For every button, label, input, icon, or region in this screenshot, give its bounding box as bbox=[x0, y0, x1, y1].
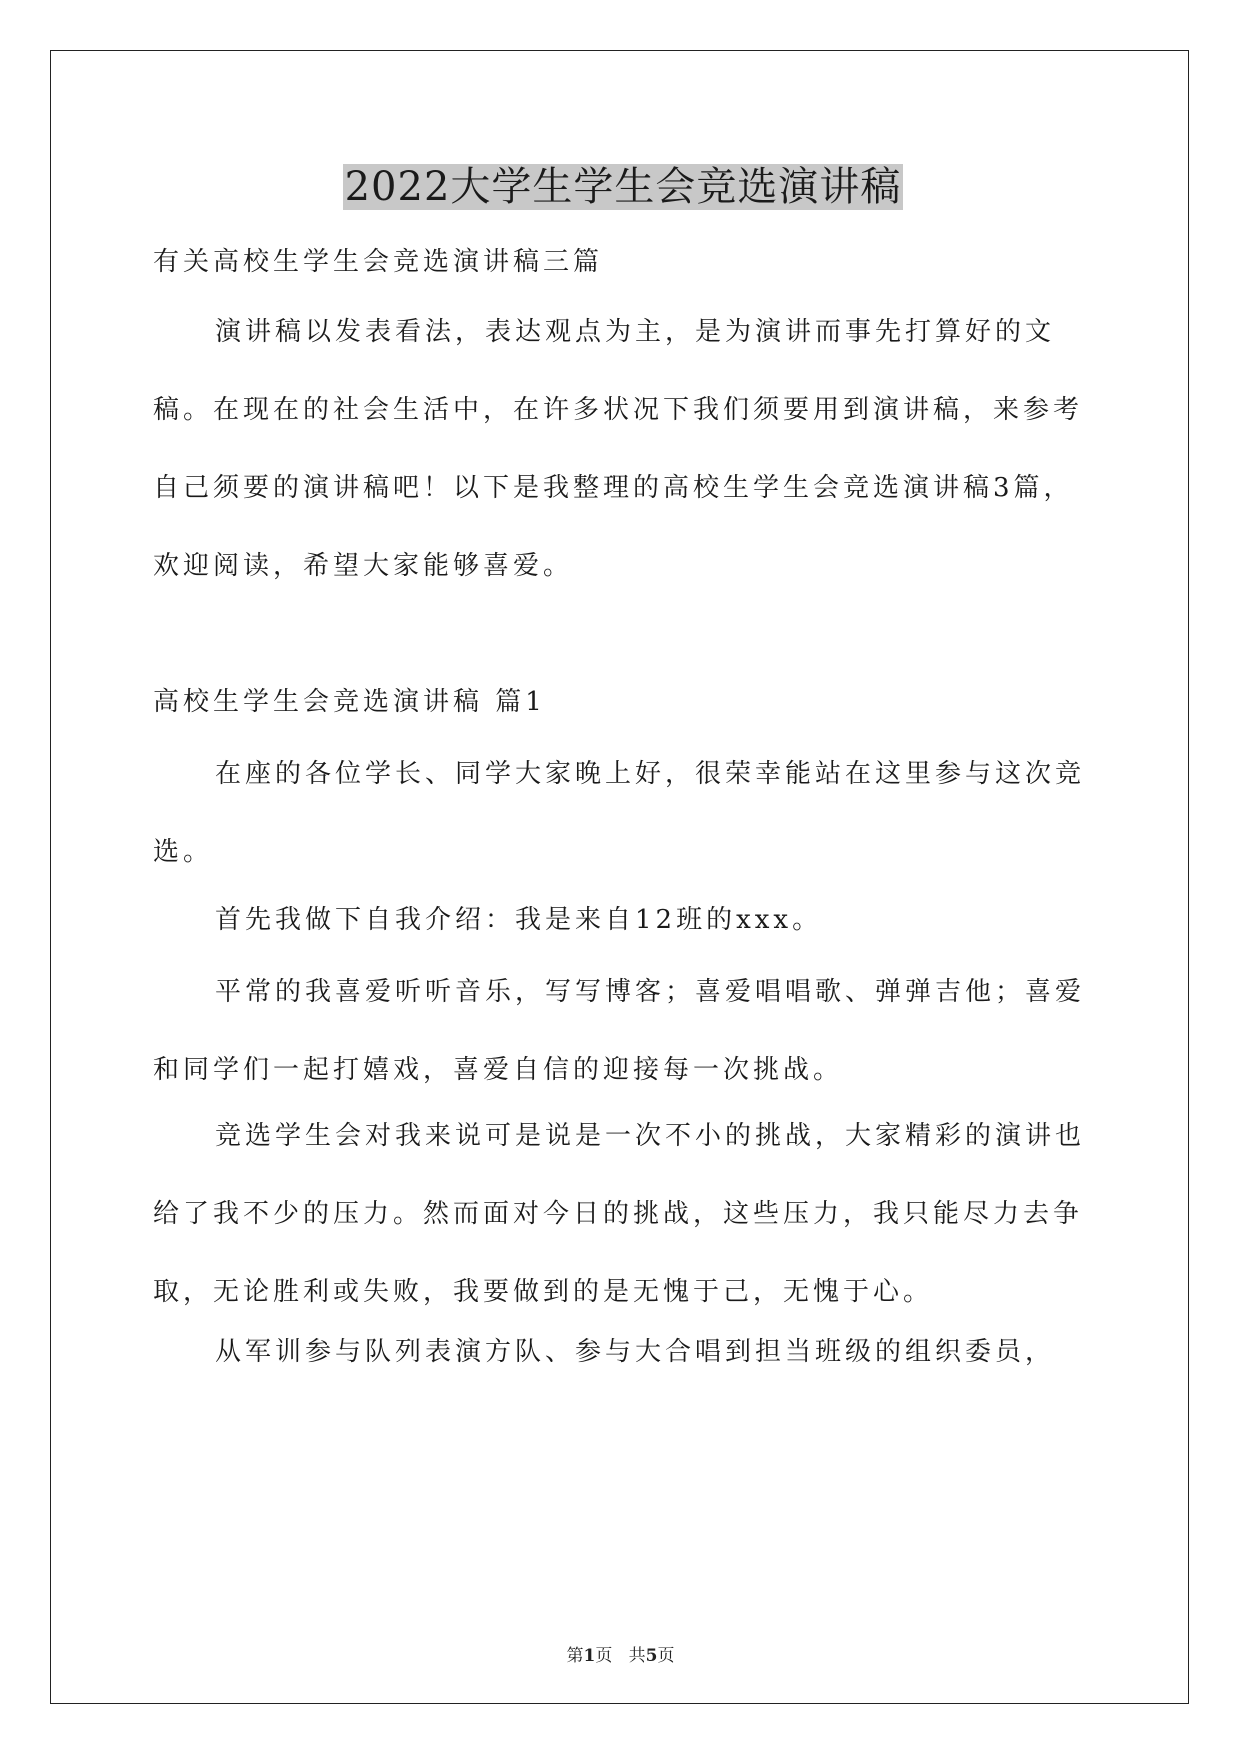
section-heading: 高校生学生会竞选演讲稿 篇1 bbox=[153, 687, 546, 717]
document-page bbox=[50, 50, 1189, 1704]
body-paragraph: 平常的我喜爱听听音乐，写写博客；喜爱唱唱歌、弹弹吉他；喜爱和同学们一起打嬉戏，喜爱自信的迎接每一次挑战。 bbox=[153, 977, 1086, 1085]
document-title: 2022大学生学生会竞选演讲稿 bbox=[344, 164, 902, 210]
body-paragraph: 竞选学生会对我来说可是说是一次不小的挑战，大家精彩的演讲也给了我不少的压力。然而面对今日的挑战，这些压力，我只能尽力去争取，无论胜利或失败，我要做到的是无愧于己，无愧于心。 bbox=[153, 1121, 1086, 1307]
intro-paragraph: 演讲稿以发表看法，表达观点为主，是为演讲而事先打算好的文稿。在现在的社会生活中，在许多状况下我们须要用到演讲稿，来参考自己须要的演讲稿吧！以下是我整理的高校生学生会竞选演讲稿3篇，欢迎阅读，希望大家能够喜爱。 bbox=[153, 317, 1084, 581]
document-subtitle: 有关高校生学生会竞选演讲稿三篇 bbox=[153, 247, 604, 277]
total-pages-number: 5 bbox=[645, 1646, 658, 1666]
body-paragraph: 在座的各位学长、同学大家晚上好，很荣幸能站在这里参与这次竞选。 bbox=[153, 759, 1086, 867]
current-page-number: 1 bbox=[583, 1646, 596, 1666]
page-footer: 第1页 共5页 bbox=[566, 1646, 675, 1666]
body-paragraph: 从军训参与队列表演方队、参与大合唱到担当班级的组织委员， bbox=[215, 1337, 1056, 1367]
body-paragraph: 首先我做下自我介绍：我是来自12班的xxx。 bbox=[215, 905, 823, 935]
